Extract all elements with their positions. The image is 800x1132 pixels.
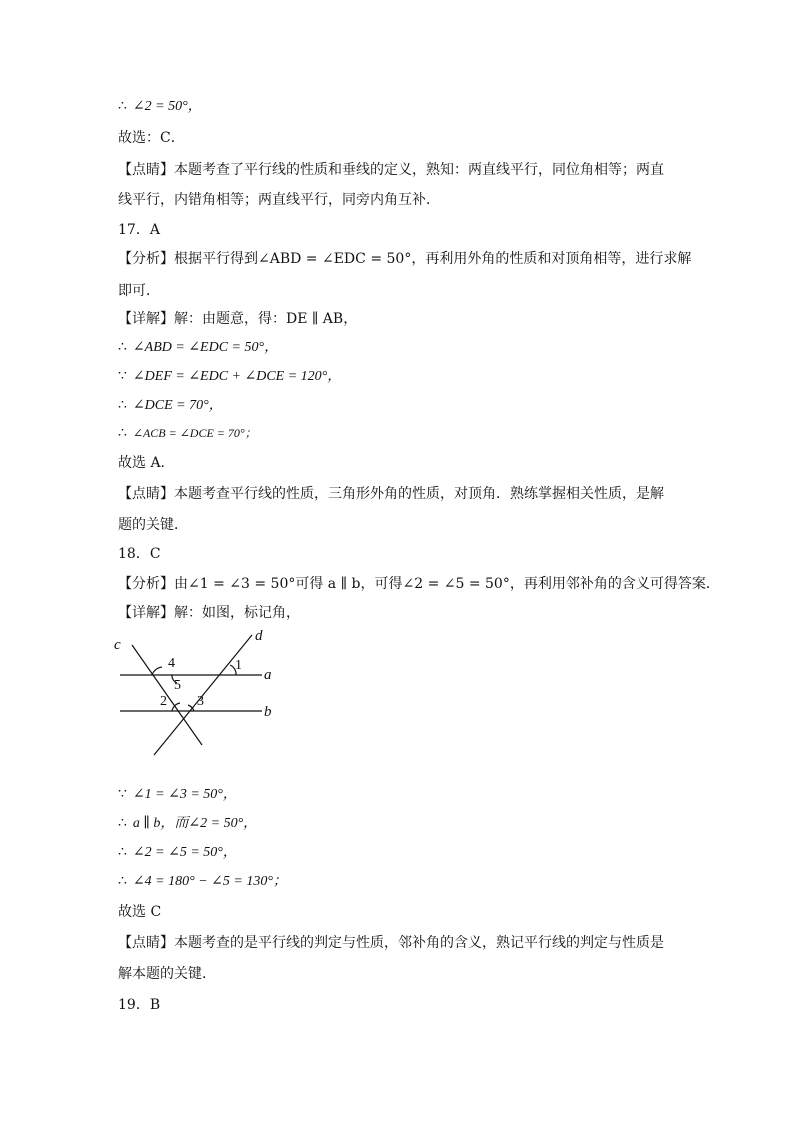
text-line: 故选 C (118, 904, 162, 920)
text-line: 【分析】根据平行得到∠ABD = ∠EDC = 50°，再利用外角的性质和对顶角相等，进行求解 (118, 251, 692, 267)
text-line: 线平行，内错角相等；两直线平行，同旁内角互补． (118, 192, 440, 208)
text-line: 【点睛】本题考查的是平行线的判定与性质，邻补角的含义，熟记平行线的判定与性质是 (118, 935, 664, 951)
text-line: 解本题的关键． (118, 966, 216, 982)
geometry-figure (112, 625, 292, 760)
angle-4-arc (152, 667, 162, 675)
question-number: 17．A (118, 222, 160, 238)
text-line: 即可． (118, 283, 160, 299)
question-number: 18．C (118, 546, 161, 562)
question-number: 19．B (118, 997, 161, 1013)
label-angle-5: 5 (174, 678, 181, 693)
text-line: ∵ ∠1 = ∠3 = 50°， (118, 786, 237, 802)
text-line: 【详解】解：由题意，得：DE ∥ AB， (118, 311, 358, 327)
text-line: ∴ ∠2 = ∠5 = 50°， (118, 844, 237, 860)
label-angle-2: 2 (160, 694, 167, 709)
label-angle-1: 1 (235, 658, 242, 673)
label-c: c (114, 637, 121, 653)
text-line: ∴ ∠DCE = 70°， (118, 397, 223, 413)
text-line: ∴ ∠ABD = ∠EDC = 50°， (118, 339, 279, 355)
label-angle-4: 4 (168, 656, 175, 671)
text-line: 题的关键． (118, 517, 188, 533)
text-line: ∴ ∠4 = 180° − ∠5 = 130°； (118, 873, 287, 889)
text-line: ∴ ∠2 = 50°， (118, 98, 202, 114)
text-line: ∴ a ∥ b，而∠2 = 50°， (118, 815, 258, 831)
text-line: 故选 A. (118, 455, 166, 471)
parallel-lines-diagram (112, 625, 292, 760)
text-line: 【点睛】本题考查平行线的性质，三角形外角的性质，对顶角．熟练掌握相关性质，是解 (118, 486, 664, 502)
label-b: b (264, 704, 272, 720)
text-line: 故选：C． (118, 130, 185, 146)
line-c (132, 645, 202, 745)
text-line: 【点睛】本题考查了平行线的性质和垂线的定义，熟知：两直线平行，同位角相等；两直 (118, 162, 664, 178)
text-line: 【分析】由∠1 = ∠3 = 50°可得 a ∥ b，可得∠2 = ∠5 = 50°，再利用邻补角的含义可得答案． (118, 576, 720, 592)
label-a: a (264, 667, 272, 683)
text-line: ∵ ∠DEF = ∠EDC + ∠DCE = 120°， (118, 368, 342, 384)
text-line: ∴ ∠ACB = ∠DCE = 70°； (118, 425, 257, 441)
label-d: d (255, 628, 263, 644)
text-line: 【详解】解：如图，标记角， (118, 605, 300, 621)
label-angle-3: 3 (197, 694, 204, 709)
